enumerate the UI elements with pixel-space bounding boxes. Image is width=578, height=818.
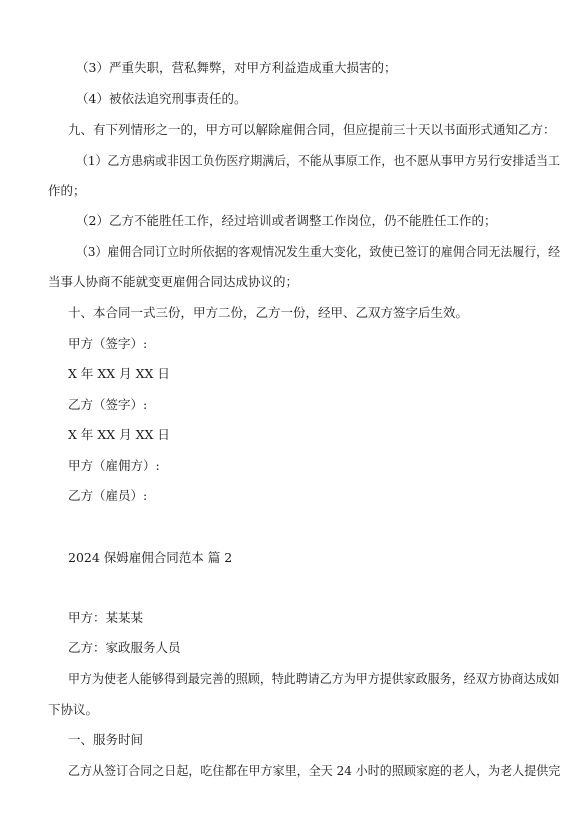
clause-8-item-3: （3）严重失职，营私舞弊，对甲方利益造成重大损害的；	[76, 60, 397, 75]
party-a-name: 甲方：某某某	[68, 610, 144, 625]
party-b-signature: 乙方（签字）:	[68, 397, 148, 412]
preamble: 甲方为使老人能够得到最完善的照顾，特此聘请乙方为甲方提供家政服务，经双方协商达成如	[68, 671, 560, 686]
section-title: 2024 保姆雇佣合同范本 篇 2	[68, 550, 233, 565]
preamble-cont: 下协议。	[48, 702, 99, 717]
service-time-heading: 一、服务时间	[68, 732, 144, 747]
clause-9-item-3: （3）雇佣合同订立时所依据的客观情况发生重大变化，致使已签订的雇佣合同无法履行，经	[76, 244, 560, 259]
party-b-date: X 年 XX 月 XX 日	[68, 427, 170, 442]
clause-9-item-3-cont: 当事人协商不能就变更雇佣合同达成协议的；	[48, 274, 299, 289]
clause-8-item-4: （4）被依法追究刑事责任的。	[76, 91, 247, 106]
clause-10: 十、本合同一式三份，甲方二份，乙方一份，经甲、乙双方签字后生效。	[68, 305, 469, 320]
employer-label: 甲方（雇佣方）:	[68, 458, 160, 473]
party-a-date: X 年 XX 月 XX 日	[68, 366, 170, 381]
clause-9-item-1-cont: 作的；	[48, 183, 86, 198]
service-time-body: 乙方从签订合同之日起，吃住都在甲方家里，全天 24 小时的照顾家庭的老人，为老人提供完	[68, 763, 561, 778]
party-a-signature: 甲方（签字）:	[68, 336, 148, 351]
employee-label: 乙方（雇员）:	[68, 488, 148, 503]
clause-9-item-2: （2）乙方不能胜任工作，经过培训或者调整工作岗位，仍不能胜任工作的；	[76, 213, 497, 228]
clause-9-heading: 九、有下列情形之一的，甲方可以解除雇佣合同，但应提前三十天以书面形式通知乙方：	[68, 122, 556, 137]
clause-9-item-1: （1）乙方患病或非因工负伤医疗期满后，不能从事原工作，也不愿从事甲方另行安排适当工	[76, 153, 560, 168]
party-b-name: 乙方：家政服务人员	[68, 640, 181, 655]
